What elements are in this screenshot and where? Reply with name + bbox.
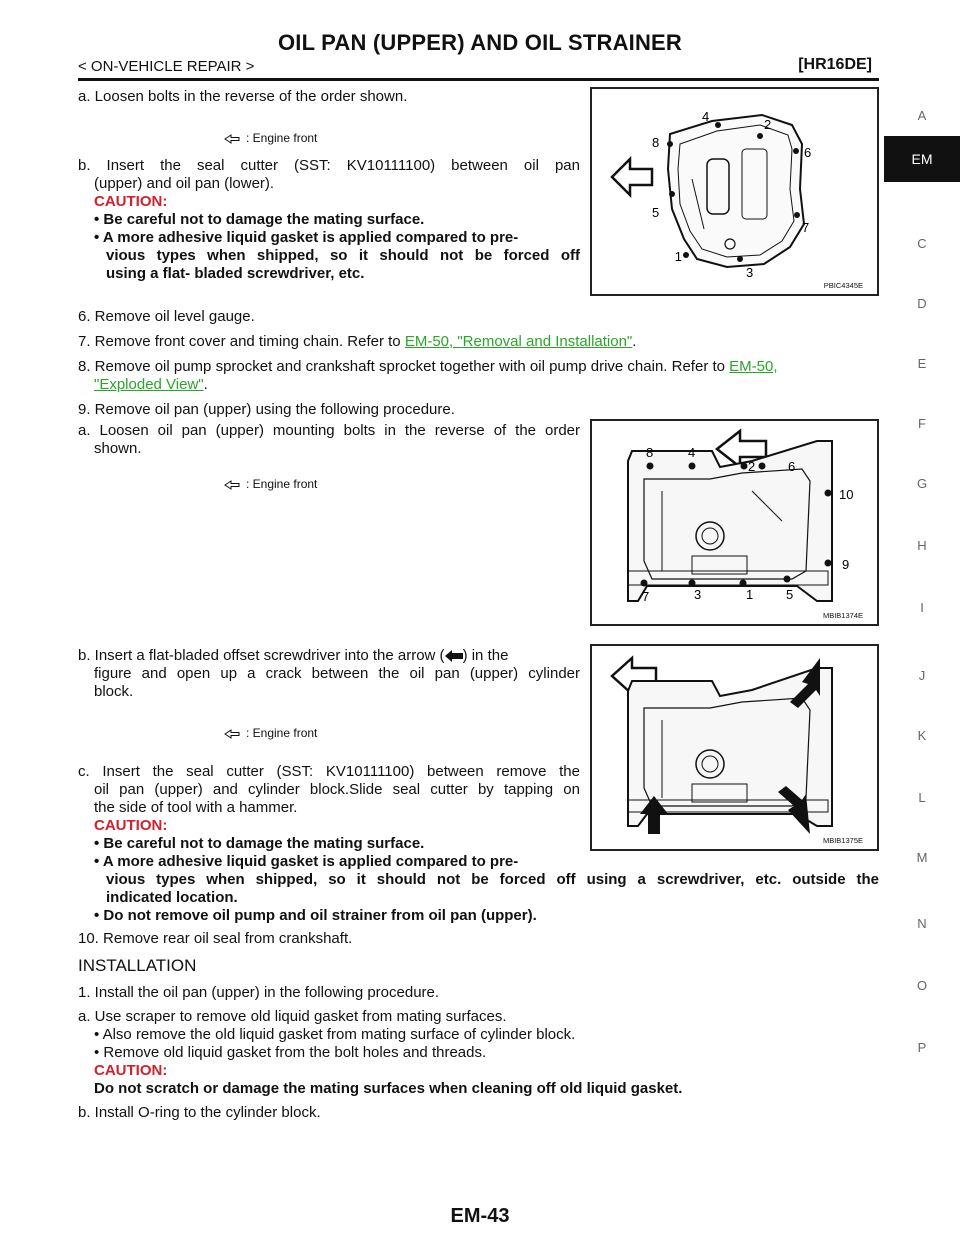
installation-heading: INSTALLATION — [78, 956, 197, 975]
step-9: 9. Remove oil pan (upper) using the following procedure. — [78, 401, 455, 418]
bolt-number: 5 — [786, 587, 794, 602]
step-b2-line1 — [78, 647, 580, 665]
tab-p[interactable]: P — [917, 1040, 927, 1055]
legend-engine-front — [224, 726, 317, 740]
bolt-number: 5 — [652, 205, 660, 220]
figure-oil-pan-upper-bolts — [590, 419, 879, 626]
outline-arrow-icon — [224, 480, 240, 490]
bolt-number: 8 — [646, 445, 654, 460]
bolt-number: 3 — [694, 587, 702, 602]
step-8-line1 — [78, 358, 778, 376]
tab-c[interactable]: C — [917, 236, 927, 251]
caution-item: • A more adhesive liquid gasket is applied compared to pre- — [94, 229, 519, 246]
bolt-number: 4 — [702, 109, 710, 124]
tab-d[interactable]: D — [917, 296, 927, 311]
outline-arrow-icon — [224, 729, 240, 739]
step-b2-text: b. Insert a flat-bladed offset screwdriver into the arrow ( — [78, 647, 445, 664]
solid-arrow-icon — [445, 650, 463, 662]
tab-o[interactable]: O — [916, 978, 928, 993]
bolt-number: 6 — [788, 459, 796, 474]
legend-text: : Engine front — [246, 131, 318, 145]
tab-em[interactable]: EM — [884, 136, 960, 182]
outline-arrow-icon — [224, 134, 240, 144]
tab-a[interactable]: A — [917, 108, 927, 123]
caution-item: • A more adhesive liquid gasket is applied compared to pre- — [94, 853, 519, 870]
step-c-line3: the side of tool with a hammer. — [94, 799, 298, 816]
legend-engine-front — [224, 131, 317, 145]
step-7-text: 7. Remove front cover and timing chain. Refer to — [78, 333, 405, 350]
install-bullet: • Remove old liquid gasket from the bolt holes and threads. — [94, 1044, 487, 1061]
step-8-end: . — [203, 376, 208, 393]
page-title: OIL PAN (UPPER) AND OIL STRAINER — [277, 30, 683, 55]
tab-f[interactable]: F — [918, 416, 926, 431]
step-b-seal-cutter-line2: (upper) and oil pan (lower). — [94, 175, 275, 192]
caution-item: indicated location. — [106, 889, 238, 906]
tab-m[interactable]: M — [916, 850, 928, 865]
page-number: EM-43 — [450, 1205, 510, 1227]
legend-engine-front — [224, 477, 317, 491]
legend-text: : Engine front — [246, 726, 318, 740]
step-c-line2: oil pan (upper) and cylinder block.Slide seal cutter by tapping on — [94, 781, 580, 798]
bolt-number: 7 — [642, 589, 650, 604]
step-b2-line2: figure and open up a crack between the oil pan (upper) cylinder — [94, 665, 580, 682]
bolt-number: 6 — [804, 145, 812, 160]
figure-oil-pan-lower — [590, 87, 879, 296]
step-8-text: 8. Remove oil pump sprocket and crankshaft sprocket together with oil pump drive chain. Refer to — [78, 358, 725, 375]
bolt-number: 7 — [802, 220, 810, 235]
step-b2-text-end: ) in the — [462, 647, 509, 664]
figure-code: MBIB1374E — [822, 611, 863, 620]
caution-item: • Do not remove oil pump and oil strainer from oil pan (upper). — [94, 907, 537, 924]
bolt-number: 1 — [674, 249, 682, 264]
tab-j[interactable]: J — [918, 668, 926, 683]
figure-code: MBIB1375E — [822, 836, 863, 845]
link-exploded-view[interactable]: "Exploded View" — [94, 376, 204, 393]
install-step-b: b. Install O-ring to the cylinder block. — [78, 1104, 321, 1121]
legend-text: : Engine front — [246, 477, 318, 491]
caution-item: • Be careful not to damage the mating surface. — [94, 835, 425, 852]
step-b-seal-cutter-line1: b. Insert the seal cutter (SST: KV10111100) between oil pan — [78, 157, 580, 174]
tab-g[interactable]: G — [916, 476, 928, 491]
step-7-end: . — [632, 333, 637, 350]
step-c-line1: c. Insert the seal cutter (SST: KV10111100) between remove the — [78, 763, 580, 780]
link-em50-exploded[interactable]: EM-50, — [729, 358, 778, 375]
step-b2-line3: block. — [94, 683, 134, 700]
bolt-number: 9 — [842, 557, 850, 572]
tab-i[interactable]: I — [920, 600, 924, 615]
bolt-number: 8 — [652, 135, 660, 150]
oil-pan-upper-drawing — [592, 421, 877, 624]
caution-item: using a flat- bladed screwdriver, etc. — [106, 265, 365, 282]
caution-item: • Be careful not to damage the mating surface. — [94, 211, 425, 228]
bolt-number: 1 — [746, 587, 754, 602]
header-rule — [78, 78, 879, 81]
tab-h[interactable]: H — [917, 538, 927, 553]
tab-k[interactable]: K — [917, 728, 927, 743]
tab-n[interactable]: N — [917, 916, 927, 931]
step-a2-line2: shown. — [94, 440, 142, 457]
oil-pan-upper-pry-drawing — [592, 646, 877, 849]
install-bullet: • Also remove the old liquid gasket from mating surface of cylinder block. — [94, 1026, 576, 1043]
caution-label: CAUTION: — [94, 1062, 168, 1079]
oil-pan-lower-drawing — [592, 89, 877, 294]
caution-text: Do not scratch or damage the mating surfaces when cleaning off old liquid gasket. — [94, 1080, 683, 1097]
figure-oil-pan-upper-pry-points — [590, 644, 879, 851]
bolt-number: 2 — [748, 459, 756, 474]
bolt-number: 10 — [839, 487, 854, 502]
caution-label: CAUTION: — [94, 817, 168, 834]
caution-label: CAUTION: — [94, 193, 168, 210]
bolt-number: 3 — [746, 265, 754, 280]
step-a2-line1: a. Loosen oil pan (upper) mounting bolts in the reverse of the order — [78, 422, 580, 439]
section-label: < ON-VEHICLE REPAIR > — [78, 58, 255, 75]
figure-code: PBIC4345E — [823, 281, 863, 290]
bolt-number: 2 — [764, 117, 772, 132]
model-label: [HR16DE] — [798, 56, 872, 73]
link-em50-removal[interactable]: EM-50, "Removal and Installation" — [404, 333, 633, 350]
step-a-loosen-bolts: a. Loosen bolts in the reverse of the order shown. — [78, 88, 408, 105]
install-step-1: 1. Install the oil pan (upper) in the following procedure. — [78, 984, 440, 1001]
tab-e[interactable]: E — [917, 356, 927, 371]
install-step-a: a. Use scraper to remove old liquid gasket from mating surfaces. — [78, 1008, 507, 1025]
step-7 — [78, 333, 636, 351]
step-10: 10. Remove rear oil seal from crankshaft. — [78, 930, 353, 947]
caution-item: vious types when shipped, so it should not be forced off — [106, 247, 580, 264]
step-6: 6. Remove oil level gauge. — [78, 308, 255, 325]
caution-item: vious types when shipped, so it should not be forced off using a screwdriver, etc. outside the — [106, 871, 879, 888]
tab-l[interactable]: L — [918, 790, 926, 805]
bolt-number: 4 — [688, 445, 696, 460]
step-8-line2 — [94, 376, 208, 394]
